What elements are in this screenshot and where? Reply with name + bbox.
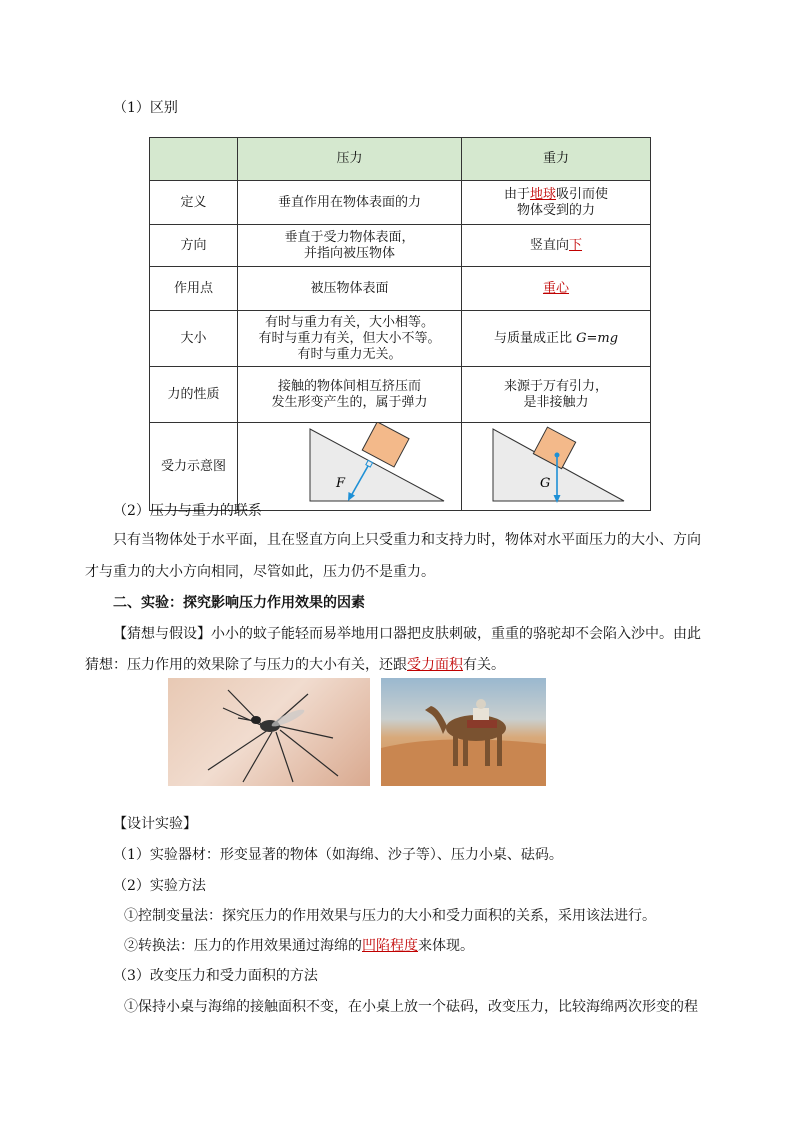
gravity-cell: 来源于万有引力， 是非接触力 — [462, 367, 651, 423]
guess-line: 【猜想与假设】小小的蚊子能轻而易举地用口器把皮肤刺破，重重的骆驼却不会陷入沙中。由此 — [113, 626, 701, 642]
blank-answer: 下 — [569, 237, 583, 253]
pressure-diagram-cell — [238, 423, 462, 511]
design-line: ①控制变量法：探究压力的作用效果与压力的大小和受力面积的关系，采用该法进行。 — [124, 908, 656, 924]
blank-answer: 地球 — [529, 186, 556, 202]
design-line: （1）实验器材：形变显著的物体（如海绵、沙子等）、压力小桌、砝码。 — [113, 847, 563, 863]
header-empty — [150, 138, 238, 181]
table-row-nature — [150, 367, 651, 423]
comparison-table — [149, 137, 651, 511]
table-row-direction — [150, 225, 651, 267]
design-line: （2）实验方法 — [113, 878, 206, 894]
header-gravity: 重力 — [462, 138, 651, 181]
blank-answer: 凹陷程度 — [362, 938, 418, 954]
row-label: 大小 — [150, 311, 238, 367]
pressure-force-diagram — [238, 423, 461, 505]
design-line: （3）改变压力和受力面积的方法 — [113, 968, 318, 984]
table-row-point — [150, 267, 651, 311]
camel-photo — [381, 678, 546, 786]
table-row-diagram — [150, 423, 651, 511]
design-heading: 【设计实验】 — [113, 816, 197, 832]
row-label: 力的性质 — [150, 367, 238, 423]
guess-line: 猜想：压力作用的效果除了与压力的大小有关，还跟受力面积有关。 — [85, 657, 505, 673]
pressure-cell: 接触的物体间相互挤压而 发生形变产生的，属于弹力 — [238, 367, 462, 423]
paragraph-line: 才与重力的大小方向相同，尽管如此，压力仍不是重力。 — [85, 564, 435, 580]
gravity-cell: 由于地球吸引而使 物体受到的力 — [462, 181, 651, 225]
pressure-cell: 有时与重力有关，大小相等。 有时与重力有关，但大小不等。 有时与重力无关。 — [238, 311, 462, 367]
gravity-diagram-cell — [462, 423, 651, 511]
table-row-definition — [150, 181, 651, 225]
pressure-cell: 垂直作用在物体表面的力 — [238, 181, 462, 225]
section-2-heading: （2）压力与重力的联系 — [113, 503, 262, 519]
paragraph-line: 只有当物体处于水平面，且在竖直方向上只受重力和支持力时，物体对水平面压力的大小、方向 — [113, 532, 701, 548]
section-1-heading: （1）区别 — [113, 100, 178, 116]
blank-answer: 受力面积 — [407, 657, 463, 673]
table-row-size — [150, 311, 651, 367]
force-label-g: G — [540, 476, 551, 491]
experiment-heading: 二、实验：探究影响压力作用效果的因素 — [113, 595, 365, 611]
gravity-cell: 竖直向下 — [462, 225, 651, 267]
row-label: 定义 — [150, 181, 238, 225]
design-line: ①保持小桌与海绵的接触面积不变，在小桌上放一个砝码，改变压力，比较海绵两次形变的程 — [124, 999, 698, 1015]
row-label: 方向 — [150, 225, 238, 267]
formula: G=mg — [576, 330, 619, 346]
gravity-cell — [462, 267, 651, 311]
row-label: 作用点 — [150, 267, 238, 311]
gravity-force-diagram — [462, 423, 650, 505]
pressure-cell: 被压物体表面 — [238, 267, 462, 311]
table-header-row — [150, 138, 651, 181]
design-line: ②转换法：压力的作用效果通过海绵的凹陷程度来体现。 — [124, 938, 474, 954]
force-label-f: F — [336, 476, 346, 491]
gravity-cell: 与质量成正比 G=mg — [462, 311, 651, 367]
blank-answer: 重心 — [542, 280, 569, 296]
header-pressure: 压力 — [238, 138, 462, 181]
mosquito-photo — [168, 678, 370, 786]
pressure-cell: 垂直于受力物体表面， 并指向被压物体 — [238, 225, 462, 267]
row-label: 受力示意图 — [150, 423, 238, 511]
